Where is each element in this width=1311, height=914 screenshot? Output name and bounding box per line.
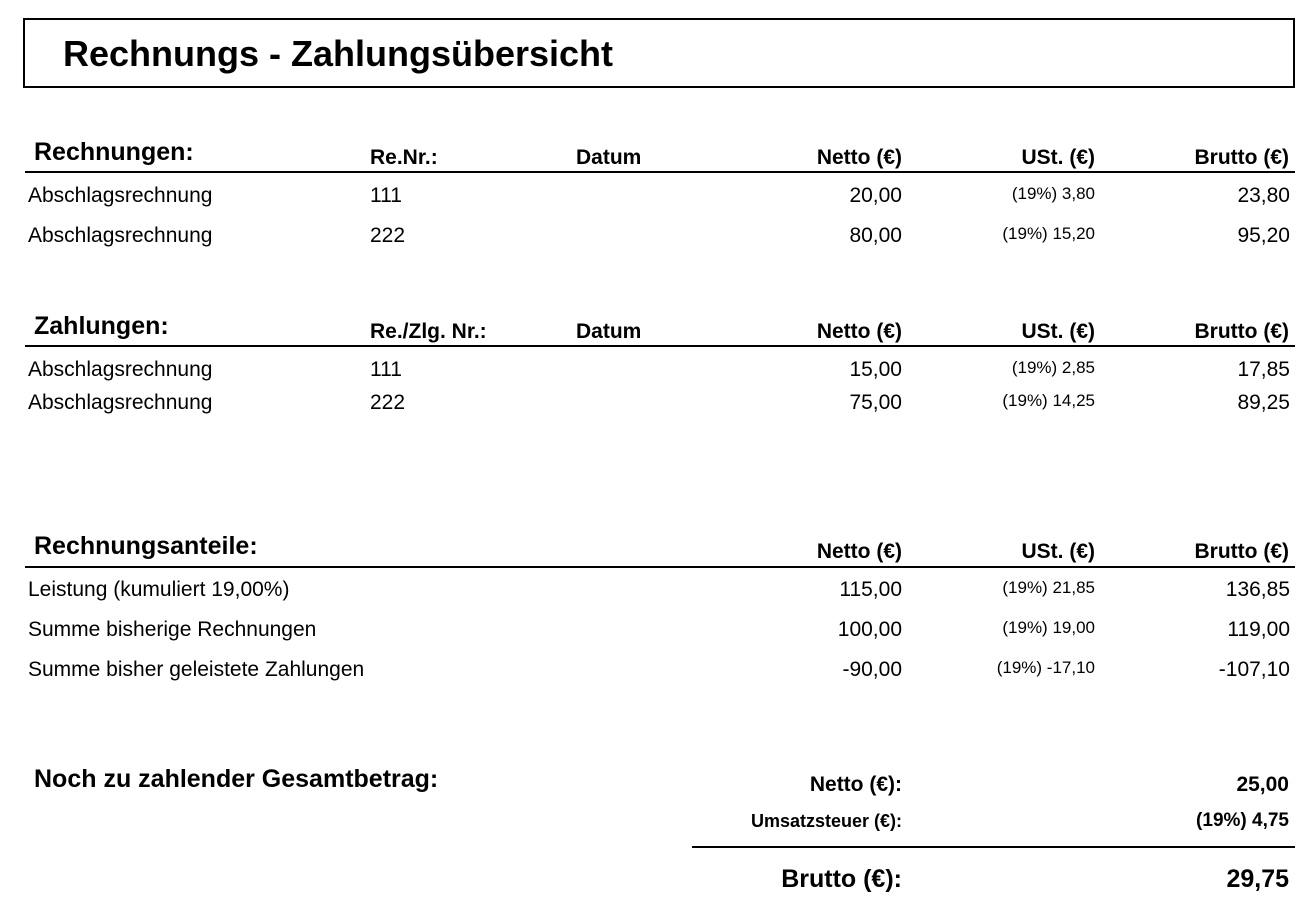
invoices-col-net: Netto (€) xyxy=(816,146,902,169)
payments-heading: Zahlungen: xyxy=(34,312,169,340)
row-label: Leistung (kumuliert 19,00%) xyxy=(28,578,290,601)
total-net-label: Netto (€): xyxy=(809,773,902,796)
payments-col-gross: Brutto (€) xyxy=(1194,320,1289,343)
payments-col-vat: USt. (€) xyxy=(1021,320,1095,343)
row-vat: (19%) 19,00 xyxy=(1002,618,1095,637)
row-label: Abschlagsrechnung xyxy=(28,358,213,381)
row-nr: 222 xyxy=(370,391,406,414)
total-net-value: 25,00 xyxy=(1236,773,1289,796)
total-gross-value: 29,75 xyxy=(1226,865,1289,893)
shares-col-net: Netto (€) xyxy=(816,540,902,563)
row-vat: (19%) 21,85 xyxy=(1002,578,1095,597)
row-label: Abschlagsrechnung xyxy=(28,391,213,414)
row-nr: 111 xyxy=(370,184,402,207)
payments-header-rule xyxy=(25,345,1295,347)
total-vat-label: Umsatzsteuer (€): xyxy=(750,811,902,831)
row-label: Abschlagsrechnung xyxy=(28,224,213,247)
row-label: Abschlagsrechnung xyxy=(28,184,213,207)
row-gross: 95,20 xyxy=(1237,224,1290,247)
shares-col-vat: USt. (€) xyxy=(1021,540,1095,563)
row-vat: (19%) 3,80 xyxy=(1011,184,1095,203)
invoices-col-gross: Brutto (€) xyxy=(1194,146,1289,169)
row-vat: (19%) 2,85 xyxy=(1011,358,1095,377)
row-gross: 17,85 xyxy=(1237,358,1290,381)
payments-col-net: Netto (€) xyxy=(816,320,902,343)
shares-heading: Rechnungsanteile: xyxy=(34,532,258,560)
page-title: Rechnungs - Zahlungsübersicht xyxy=(63,33,614,74)
total-gross-label: Brutto (€): xyxy=(781,865,902,893)
row-net: 75,00 xyxy=(849,391,902,414)
row-gross: 119,00 xyxy=(1227,618,1290,641)
shares-header-rule xyxy=(25,566,1295,568)
title-box xyxy=(23,18,1295,88)
row-nr: 222 xyxy=(370,224,406,247)
row-net: 100,00 xyxy=(837,618,902,641)
row-net: 20,00 xyxy=(849,184,902,207)
payments-col-nr: Re./Zlg. Nr.: xyxy=(370,320,487,343)
shares-col-gross: Brutto (€) xyxy=(1194,540,1289,563)
total-heading: Noch zu zahlender Gesamtbetrag: xyxy=(34,765,439,793)
row-gross: 136,85 xyxy=(1225,578,1290,601)
row-gross: 23,80 xyxy=(1237,184,1290,207)
row-vat: (19%) 15,20 xyxy=(1002,224,1095,243)
row-net: 80,00 xyxy=(849,224,902,247)
row-net: 115,00 xyxy=(839,578,902,601)
invoices-heading: Rechnungen: xyxy=(34,138,194,166)
invoices-col-date: Datum xyxy=(576,146,642,169)
invoices-header-rule xyxy=(25,171,1295,173)
row-vat: (19%) 14,25 xyxy=(1002,391,1095,410)
total-vat-value: (19%) 4,75 xyxy=(1196,810,1289,831)
total-rule xyxy=(692,846,1295,848)
row-gross: 89,25 xyxy=(1237,391,1290,414)
row-label: Summe bisherige Rechnungen xyxy=(28,618,317,641)
row-net: 15,00 xyxy=(849,358,902,381)
row-vat: (19%) -17,10 xyxy=(996,658,1095,677)
invoices-col-nr: Re.Nr.: xyxy=(370,146,438,169)
row-net: -90,00 xyxy=(842,658,902,681)
row-nr: 111 xyxy=(370,358,402,381)
invoices-col-vat: USt. (€) xyxy=(1021,146,1095,169)
payments-col-date: Datum xyxy=(576,320,642,343)
row-label: Summe bisher geleistete Zahlungen xyxy=(28,658,365,681)
row-gross: -107,10 xyxy=(1218,658,1290,681)
